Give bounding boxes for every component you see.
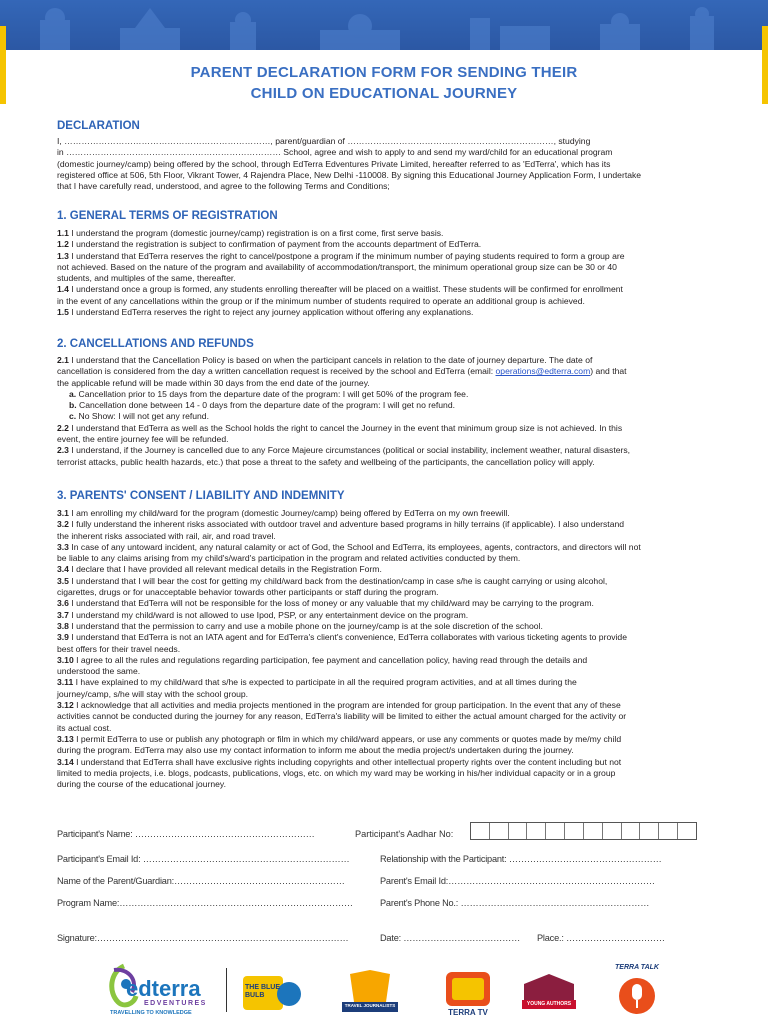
- monuments-illustration: [0, 0, 768, 52]
- footer-logos: [0, 960, 768, 1024]
- relationship-field[interactable]: Relationship with the Participant: ……………………………………………: [380, 854, 662, 864]
- participant-email-field[interactable]: Participant's Email Id: ……………………………………………………………: [57, 854, 350, 864]
- section-3-text: 3.1 I am enrolling my child/ward for the program (domestic Journey/camp) being offered by EdTerra on my own freewill. 3.2 I fully understand the inherent risks associated with outdoor travel and adventure based programs in hilly terrains (if applicable). I also understand the inherent risks associated with rail, air, and road travel. 3.3 In case of any untoward incident, any natural calamity or act of God, the School and EdTerra, its employees, agents, contractors, and directors will not be liable to any claims arising from my child's/ward's participation in the program and related activities conducted by them. 3.4 I declare that I have provided all relevant medical details in the Registration Form. 3.5 I understand that I will bear the cost for getting my child/ward back from the destination/camp in case s/he is caught carrying or using alcohol, cigarettes, drugs or for unacceptable behavior towards other participants or staff during the program. 3.6 I understand that EdTerra will not be responsible for the loss of money or any valuable that my child/ward may be carrying to the program. 3.7 I understand my child/ward is not allowed to use Ipod, PSP, or any entertainment device on the program. 3.8 I understand that the permission to carry and use a mobile phone on the journey/camp is at the sole discretion of the school. 3.9 I understand that EdTerra is not an IATA agent and for EdTerra's client's convenience, EdTerra collaborates with various ticketing agents to provide best offers for their travel needs. 3.10 I agree to all the rules and regulations regarding participation, fee payment and cancellation policy, having read through the details and understood the same. 3.11 I have explained to my child/ward that s/he is expected to participate in all the required program activities, and at all times during the journey/camp, s/he will stay with the school group. 3.12 I acknowledge that all activities and media projects mentioned in the program are intended for group participation. In the event that any of these activities cannot be conducted during the journey for any reason, EdTerra's liability will be limited to either the actual amount charged for the activity or its actual cost. 3.13 I permit EdTerra to use or publish any photograph or film in which my child/ward appears, or use any comments or quotes made by me/my child during the program. EdTerra may also use my contact information to inform me about the media project/s undertaken during the journey. 3.14 I understand that EdTerra shall have exclusive rights including copyrights and other intellectual property rights over the content including but not limited to media projects, i.e. blogs, podcasts, publications, vlogs, etc. on which my ward may be working in his/her individual capacity or in a group during the course of the educational journey.: [57, 508, 641, 790]
- terra-talk-logo: TERRA TALK: [612, 964, 662, 1022]
- young-authors-logo: YOUNG AUTHORS: [518, 970, 580, 1020]
- logo-separator: [226, 968, 227, 1012]
- microphone-icon: [612, 974, 662, 1022]
- young-authors-icon: [518, 970, 580, 1020]
- program-name-field[interactable]: Program Name:……………………………………………………………………: [57, 898, 353, 908]
- section-2-heading: 2. CANCELLATIONS AND REFUNDS: [57, 338, 254, 350]
- section-2-text: 2.1 I understand that the Cancellation Policy is based on when the participant cancels in relation to the date of journey departure. The date of cancellation is considered from the day a written cancellation request is received by the school and EdTerra (email: operations@edterra.com) and that the applicable refund will be made within 30 days from the end date of the journey. a. Cancellation prior to 15 days from the departure date of the program: I will get 50% of the program fee. b. Cancellation done between 14 - 0 days from the departure date of the program: I will get no refund. c. No Show: I will not get any refund. 2.2 I understand that EdTerra as well as the School holds the right to cancel the Journey in the event that minimum group size is not achieved. In this event, the entire journey fee will be refunded. 2.3 I understand, if the Journey is cancelled due to any Force Majeure circumstances (political or social instability, inclement weather, natural disasters, terrorist attacks, public health hazards, etc.) that pose a threat to the safety and wellbeing of the participants, the cancellation policy will apply.: [57, 355, 631, 467]
- section-1-heading: 1. GENERAL TERMS OF REGISTRATION: [57, 210, 278, 222]
- travel-journalists-icon: [340, 968, 400, 1018]
- email-link[interactable]: operations@edterra.com: [495, 366, 591, 377]
- aadhar-label: Participant's Aadhar No:: [355, 829, 454, 839]
- date-field[interactable]: Date: …………………………………: [380, 933, 521, 943]
- edterra-logo: edterra EDVENTURES TRAVELLING TO KNOWLEDGE: [100, 962, 220, 1022]
- terra-tv-logo: TERRA TV: [440, 970, 496, 1020]
- declaration-text: I, ………………………………………………………………, parent/guardian of ………………………………………………………………, studying in ………………………………………………………………… School, agree and wish to apply to and send my ward/child for an educational program (domestic journey/camp) being offered by the school, through EdTerra Edventures Private Limited, hereafter referred to as 'EdTerra', which has its registered office at 506, 5th Floor, Vikrant Tower, 4 Rajendra Place, New Delhi -110008. By signing this Educational Journey Application Form, I undertake that I have carefully read, understood, and agree to the following Terms and Conditions;: [57, 136, 642, 192]
- blue-bulb-logo: THE BLUE BULB: [241, 972, 303, 1018]
- aadhar-input-boxes[interactable]: [470, 822, 697, 840]
- declaration-heading: DECLARATION: [57, 120, 140, 132]
- travel-journalists-logo: TRAVEL JOURNALISTS: [340, 968, 400, 1018]
- parent-name-field[interactable]: Name of the Parent/Guardian:…………………………………………………: [57, 876, 345, 886]
- page-title: PARENT DECLARATION FORM FOR SENDING THEIR CHILD ON EDUCATIONAL JOURNEY: [190, 64, 578, 102]
- parent-email-field[interactable]: Parent's Email Id:……………………………………………………………: [380, 876, 655, 886]
- signature-field[interactable]: Signature:…………………………………………………………………………: [57, 933, 349, 943]
- section-1-text: 1.1 I understand the program (domestic journey/camp) registration is on a first come, first serve basis. 1.2 I understand the registration is subject to confirmation of payment from the accounts department of EdTerra. 1.3 I understand that EdTerra reserves the right to cancel/postpone a program if the minimum number of paying students required to form a group are not achieved. Based on the nature of the program and availability of accommodation/transport, the minimum operational group size can be 30 or 40 students, and multiples of the same, thereafter. 1.4 I understand once a group is formed, any students enrolling thereafter will be placed on a waitlist. These students will be confirmed for enrollment in the event of any cancellations within the group or if the minimum number of students required to operate an additional group is achieved. 1.5 I understand EdTerra reserves the right to reject any journey application without offering any explanations.: [57, 228, 625, 318]
- place-field[interactable]: Place.: ……………………………: [537, 933, 665, 943]
- parent-phone-field[interactable]: Parent's Phone No.: ………………………………………………………: [380, 898, 650, 908]
- section-3-heading: 3. PARENTS' CONSENT / LIABILITY AND INDEMNITY: [57, 490, 345, 502]
- header-banner: [0, 0, 768, 52]
- participant-name-field[interactable]: Participant's Name: ……………………………………………………: [57, 829, 315, 839]
